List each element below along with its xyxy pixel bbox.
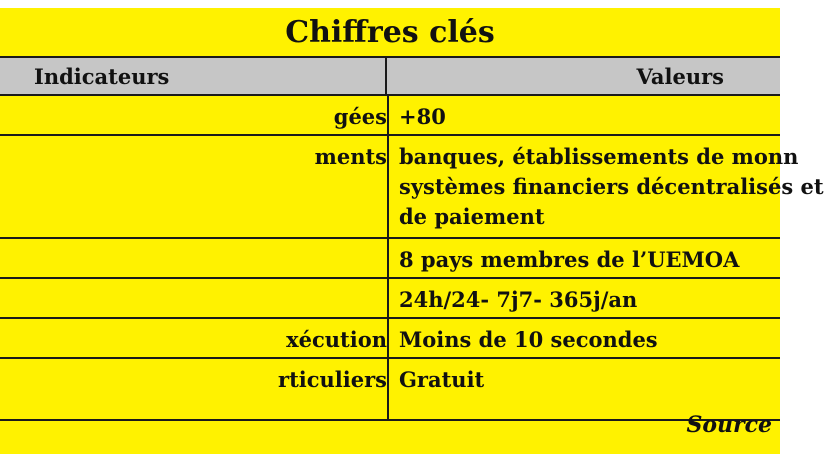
table-row <box>0 239 780 279</box>
table-row <box>0 359 780 421</box>
value-cell: Moins de 10 secondes <box>399 327 658 352</box>
table-row <box>0 279 780 319</box>
indicator-cell: gées <box>333 104 387 129</box>
source-label: Source <box>686 412 772 438</box>
key-figures-table <box>0 56 824 421</box>
value-cell: 8 pays membres de l’UEMOA <box>399 247 740 272</box>
table-header-row <box>0 58 780 96</box>
table-row <box>0 319 780 359</box>
header-values: Valeurs <box>636 63 724 89</box>
value-line: banques, établissements de monn <box>399 144 799 169</box>
value-line: systèmes financiers décentralisés et <box>399 174 824 199</box>
indicator-cell: rticuliers <box>278 367 387 392</box>
value-cell: 24h/24- 7j7- 365j/an <box>399 287 638 312</box>
table-row <box>0 136 824 239</box>
header-indicators: Indicateurs <box>0 58 387 94</box>
value-line: de paiement <box>399 204 545 229</box>
value-cell: +80 <box>399 104 446 129</box>
indicator-cell: ments <box>314 144 387 169</box>
panel-title: Chiffres clés <box>285 14 495 50</box>
indicator-cell: xécution <box>286 327 387 352</box>
value-cell: Gratuit <box>399 367 485 392</box>
table-row <box>0 96 780 136</box>
